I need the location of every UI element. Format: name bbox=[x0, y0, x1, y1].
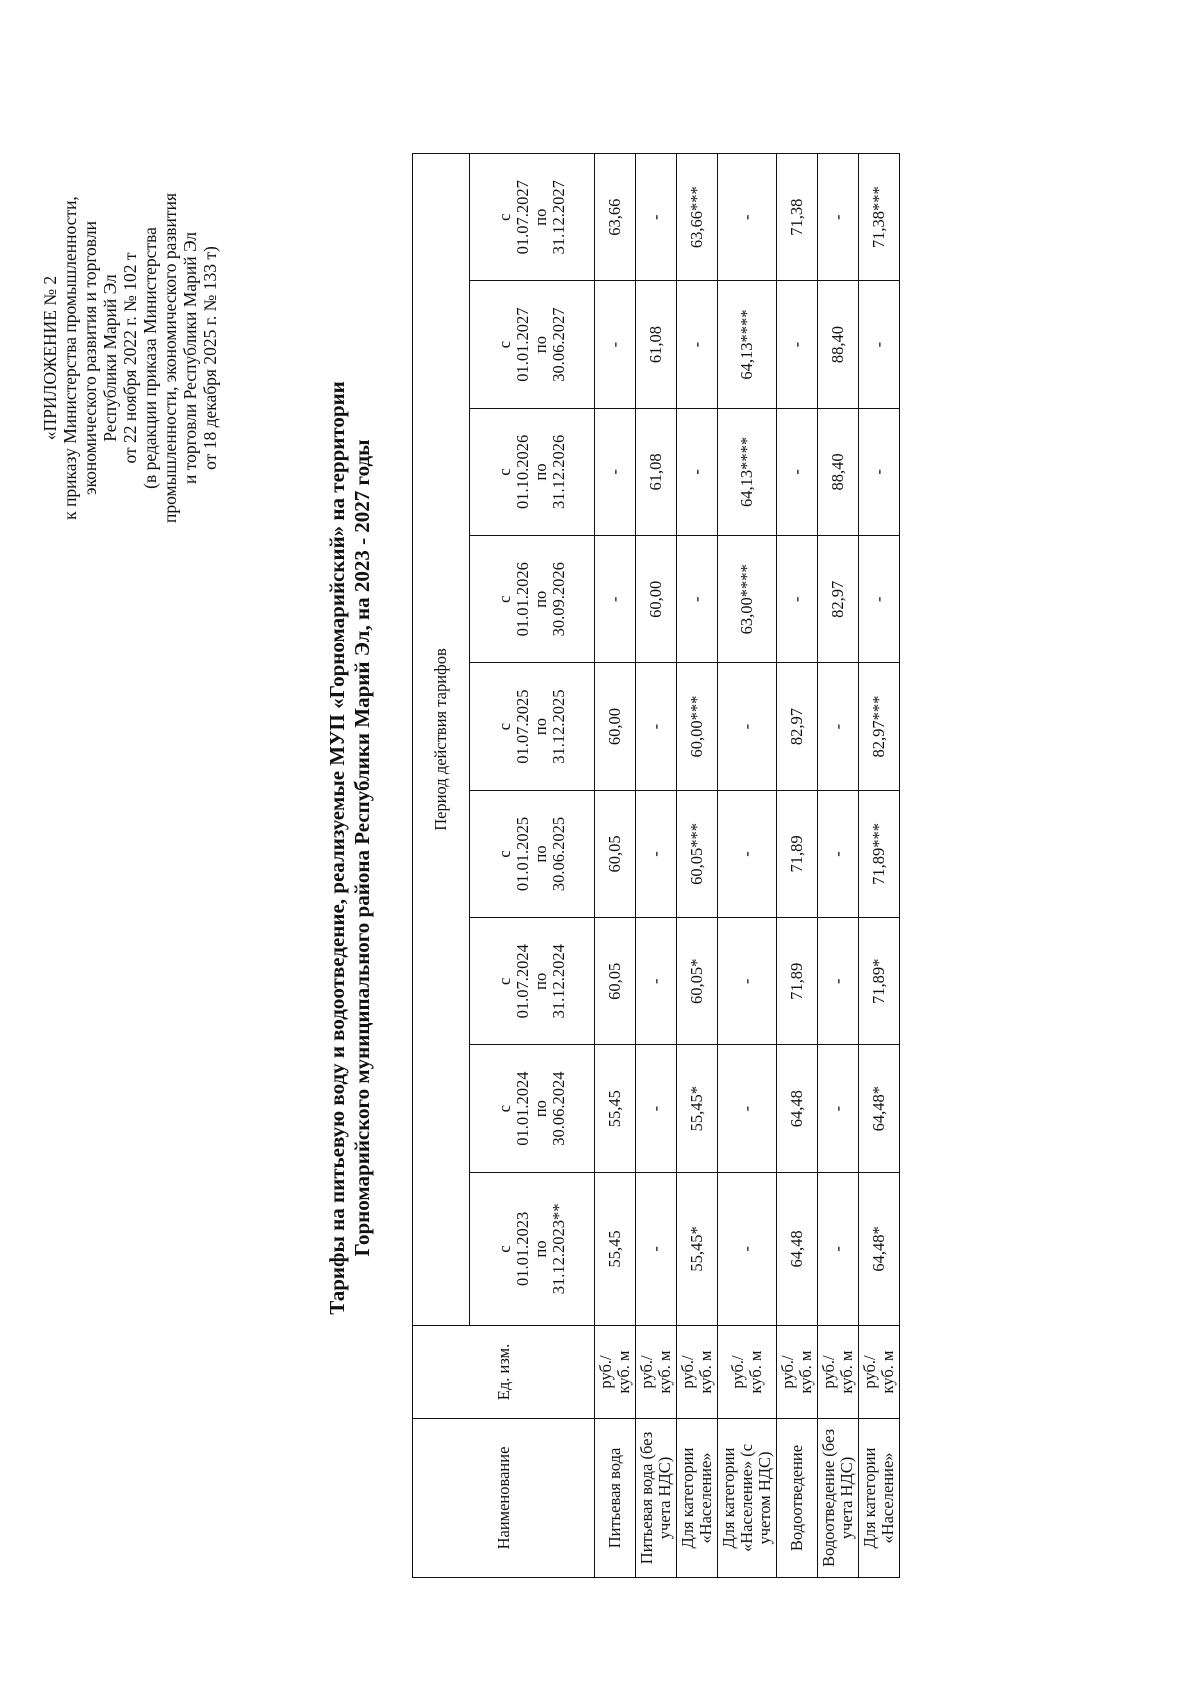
unit-text: руб./ bbox=[860, 1355, 879, 1389]
tariff-value-cell: 71,89 bbox=[777, 790, 818, 917]
tariff-value-cell: 60,00*** bbox=[677, 663, 718, 790]
tariff-value-cell: 64,13**** bbox=[718, 408, 777, 535]
period-to: 30.06.2024 bbox=[549, 1071, 568, 1146]
tariff-value-cell: - bbox=[818, 790, 859, 917]
unit-text: куб. м bbox=[746, 1350, 765, 1394]
tariff-value-cell: - bbox=[718, 918, 777, 1045]
period-from-word: с bbox=[495, 1245, 514, 1253]
tariff-value-cell: - bbox=[636, 663, 677, 790]
tariff-value-cell: 64,48 bbox=[777, 1172, 818, 1325]
period-to-word: по bbox=[531, 1100, 550, 1118]
period-to-word: по bbox=[531, 972, 550, 990]
row-name-cell: Водоотведение (без учета НДС) bbox=[818, 1419, 859, 1578]
period-header-1 bbox=[470, 1172, 595, 1325]
period-header-4 bbox=[470, 790, 595, 917]
tariff-value-cell: - bbox=[636, 918, 677, 1045]
tariff-value-cell: 82,97 bbox=[777, 663, 818, 790]
unit-text: руб./ bbox=[819, 1355, 838, 1389]
table-header-row bbox=[413, 154, 470, 1578]
tariff-value-cell: - bbox=[595, 536, 636, 663]
row-unit-cell bbox=[718, 1326, 777, 1419]
tariff-value-cell: - bbox=[777, 281, 818, 408]
tariff-value-cell: - bbox=[777, 408, 818, 535]
appendix-line: «ПРИЛОЖЕНИЕ № 2 bbox=[40, 275, 60, 441]
document-title bbox=[325, 98, 375, 1598]
tariff-value-cell: - bbox=[859, 536, 900, 663]
period-from: 01.07.2024 bbox=[513, 944, 532, 1019]
table-row bbox=[677, 154, 718, 1578]
period-to-word: по bbox=[531, 463, 550, 481]
period-from: 01.10.2026 bbox=[513, 434, 532, 510]
tariff-value-cell: - bbox=[818, 1045, 859, 1172]
period-to: 30.06.2027 bbox=[549, 307, 568, 382]
tariff-value-cell: 64,48* bbox=[859, 1045, 900, 1172]
period-header-3 bbox=[470, 918, 595, 1045]
unit-text: куб. м bbox=[837, 1350, 856, 1394]
tariff-value-cell: 60,00 bbox=[636, 536, 677, 663]
table-row bbox=[595, 154, 636, 1578]
row-name-cell: Питьевая вода (без учета НДС) bbox=[636, 1419, 677, 1578]
tariff-value-cell: - bbox=[595, 281, 636, 408]
unit-column-header: Ед. изм. bbox=[413, 1326, 595, 1419]
period-to-word: по bbox=[531, 208, 550, 226]
tariff-value-cell: 71,38*** bbox=[859, 154, 900, 281]
tariff-value-cell: 55,45* bbox=[677, 1172, 718, 1325]
row-unit-cell bbox=[595, 1326, 636, 1419]
period-to: 31.12.2025 bbox=[549, 689, 568, 764]
tariff-value-cell: - bbox=[636, 1172, 677, 1325]
period-to: 31.12.2026 bbox=[549, 434, 568, 510]
name-column-header: Наименование bbox=[413, 1419, 595, 1578]
tariff-value-cell: - bbox=[677, 408, 718, 535]
tariff-value-cell: - bbox=[818, 1172, 859, 1325]
tariff-value-cell: 64,48 bbox=[777, 1045, 818, 1172]
period-from: 01.01.2027 bbox=[513, 307, 532, 382]
row-unit-cell bbox=[636, 1326, 677, 1419]
tariff-value-cell: 63,66*** bbox=[677, 154, 718, 281]
unit-text: куб. м bbox=[655, 1350, 674, 1394]
unit-text: куб. м bbox=[878, 1350, 897, 1394]
period-header-8 bbox=[470, 281, 595, 408]
tariff-value-cell: 71,89*** bbox=[859, 790, 900, 917]
table-row bbox=[777, 154, 818, 1578]
period-to-word: по bbox=[531, 336, 550, 354]
appendix-line: от 18 декабря 2025 г. № 133 т) bbox=[200, 246, 220, 470]
tariff-value-cell: - bbox=[777, 536, 818, 663]
table-row bbox=[859, 154, 900, 1578]
tariff-value-cell: 71,89* bbox=[859, 918, 900, 1045]
tariff-value-cell: 55,45 bbox=[595, 1172, 636, 1325]
tariff-value-cell: - bbox=[718, 154, 777, 281]
tariff-value-cell: 60,05* bbox=[677, 918, 718, 1045]
appendix-line: от 22 ноября 2022 г. № 102 т bbox=[120, 252, 140, 464]
tariff-value-cell: 82,97*** bbox=[859, 663, 900, 790]
tariff-value-cell: - bbox=[818, 663, 859, 790]
tariff-value-cell: - bbox=[595, 408, 636, 535]
table-body bbox=[595, 154, 900, 1578]
period-from: 01.07.2027 bbox=[513, 180, 532, 255]
period-from-word: с bbox=[495, 722, 514, 731]
row-name-cell: Питьевая вода bbox=[595, 1419, 636, 1578]
tariff-table bbox=[412, 153, 900, 1578]
tariff-value-cell: - bbox=[718, 1045, 777, 1172]
period-to-word: по bbox=[531, 590, 550, 608]
tariff-value-cell: 88,40 bbox=[818, 408, 859, 535]
unit-text: руб./ bbox=[778, 1355, 797, 1389]
tariff-value-cell: 63,66 bbox=[595, 154, 636, 281]
row-name-cell: Водоотведение bbox=[777, 1419, 818, 1578]
row-unit-cell bbox=[777, 1326, 818, 1419]
tariff-value-cell: 64,48* bbox=[859, 1172, 900, 1325]
tariff-value-cell: - bbox=[718, 663, 777, 790]
tariff-value-cell: - bbox=[636, 154, 677, 281]
unit-text: куб. м bbox=[796, 1350, 815, 1394]
tariff-value-cell: - bbox=[818, 154, 859, 281]
period-from: 01.01.2025 bbox=[513, 816, 532, 892]
unit-text: куб. м bbox=[614, 1350, 633, 1394]
title-line-1: Тарифы на питьевую воду и водоотведение, реализуемые МУП «Горномарийский» на территории bbox=[325, 381, 349, 1315]
row-unit-cell bbox=[859, 1326, 900, 1419]
unit-text: руб./ bbox=[678, 1355, 697, 1389]
tariff-value-cell: 55,45* bbox=[677, 1045, 718, 1172]
period-to-word: по bbox=[531, 845, 550, 863]
row-unit-cell bbox=[818, 1326, 859, 1419]
tariff-value-cell: 55,45 bbox=[595, 1045, 636, 1172]
tariff-value-cell: 60,00 bbox=[595, 663, 636, 790]
table-row bbox=[636, 154, 677, 1578]
period-header-6 bbox=[470, 536, 595, 663]
tariff-value-cell: 60,05*** bbox=[677, 790, 718, 917]
period-to: 31.12.2027 bbox=[549, 180, 568, 255]
tariff-value-cell: - bbox=[718, 1172, 777, 1325]
tariff-value-cell: 60,05 bbox=[595, 918, 636, 1045]
table-row bbox=[718, 154, 777, 1578]
row-name-cell: Для категории «Население» (с учетом НДС) bbox=[718, 1419, 777, 1578]
table-row bbox=[818, 154, 859, 1578]
tariff-value-cell: 61,08 bbox=[636, 408, 677, 535]
period-to-word: по bbox=[531, 718, 550, 736]
period-to: 31.12.2023** bbox=[549, 1203, 568, 1295]
period-to-word: по bbox=[531, 1240, 550, 1258]
period-from: 01.07.2025 bbox=[513, 689, 532, 764]
period-from-word: с bbox=[495, 850, 514, 858]
tariff-value-cell: 88,40 bbox=[818, 281, 859, 408]
unit-text: руб./ bbox=[728, 1355, 747, 1389]
period-header-7 bbox=[470, 408, 595, 535]
tariff-value-cell: 64,13**** bbox=[718, 281, 777, 408]
appendix-line: промышленности, экономического развития bbox=[160, 193, 180, 524]
tariff-value-cell: 82,97 bbox=[818, 536, 859, 663]
unit-text: руб./ bbox=[596, 1355, 615, 1389]
period-from-word: с bbox=[495, 595, 514, 603]
period-to: 30.09.2026 bbox=[549, 562, 568, 637]
tariff-value-cell: 71,38 bbox=[777, 154, 818, 281]
appendix-line: и торговли Республики Марий Эл bbox=[180, 231, 200, 485]
row-name-cell: Для категории «Население» bbox=[859, 1419, 900, 1578]
period-from-word: с bbox=[495, 213, 514, 221]
period-header-5 bbox=[470, 663, 595, 790]
title-line-2: Горномарийского муниципального района Республики Марий Эл, на 2023 - 2027 годы bbox=[350, 439, 374, 1257]
period-header-9 bbox=[470, 154, 595, 281]
tariff-value-cell: 71,89 bbox=[777, 918, 818, 1045]
period-from: 01.01.2024 bbox=[513, 1071, 532, 1146]
period-group-header: Период действия тарифов bbox=[413, 154, 470, 1326]
tariff-value-cell: 63,00**** bbox=[718, 536, 777, 663]
row-name-cell: Для категории «Население» bbox=[677, 1419, 718, 1578]
period-header-2 bbox=[470, 1045, 595, 1172]
tariff-value-cell: - bbox=[636, 1045, 677, 1172]
appendix-line: Республики Марий Эл bbox=[100, 274, 120, 442]
period-from-word: с bbox=[495, 977, 514, 985]
tariff-value-cell: - bbox=[718, 790, 777, 917]
period-from: 01.01.2026 bbox=[513, 562, 532, 637]
tariff-value-cell: - bbox=[818, 918, 859, 1045]
appendix-header bbox=[40, 98, 220, 618]
period-from-word: с bbox=[495, 1104, 514, 1113]
tariff-value-cell: - bbox=[859, 408, 900, 535]
tariff-value-cell: - bbox=[636, 790, 677, 917]
period-from: 01.01.2023 bbox=[513, 1211, 532, 1287]
row-unit-cell bbox=[677, 1326, 718, 1419]
appendix-line: к приказу Министерства промышленности, bbox=[60, 196, 80, 520]
period-to: 30.06.2025 bbox=[549, 816, 568, 892]
tariff-value-cell: - bbox=[677, 281, 718, 408]
period-from-word: с bbox=[495, 340, 514, 349]
appendix-line: (в редакции приказа Министерства bbox=[140, 227, 160, 489]
unit-text: руб./ bbox=[637, 1355, 656, 1389]
tariff-value-cell: - bbox=[677, 536, 718, 663]
tariff-value-cell: 61,08 bbox=[636, 281, 677, 408]
period-to: 31.12.2024 bbox=[549, 944, 568, 1019]
tariff-value-cell: 60,05 bbox=[595, 790, 636, 917]
appendix-line: экономического развития и торговли bbox=[80, 221, 100, 495]
document-page bbox=[40, 98, 1160, 1598]
tariff-value-cell: - bbox=[859, 281, 900, 408]
period-from-word: с bbox=[495, 468, 514, 476]
unit-text: куб. м bbox=[696, 1350, 715, 1394]
